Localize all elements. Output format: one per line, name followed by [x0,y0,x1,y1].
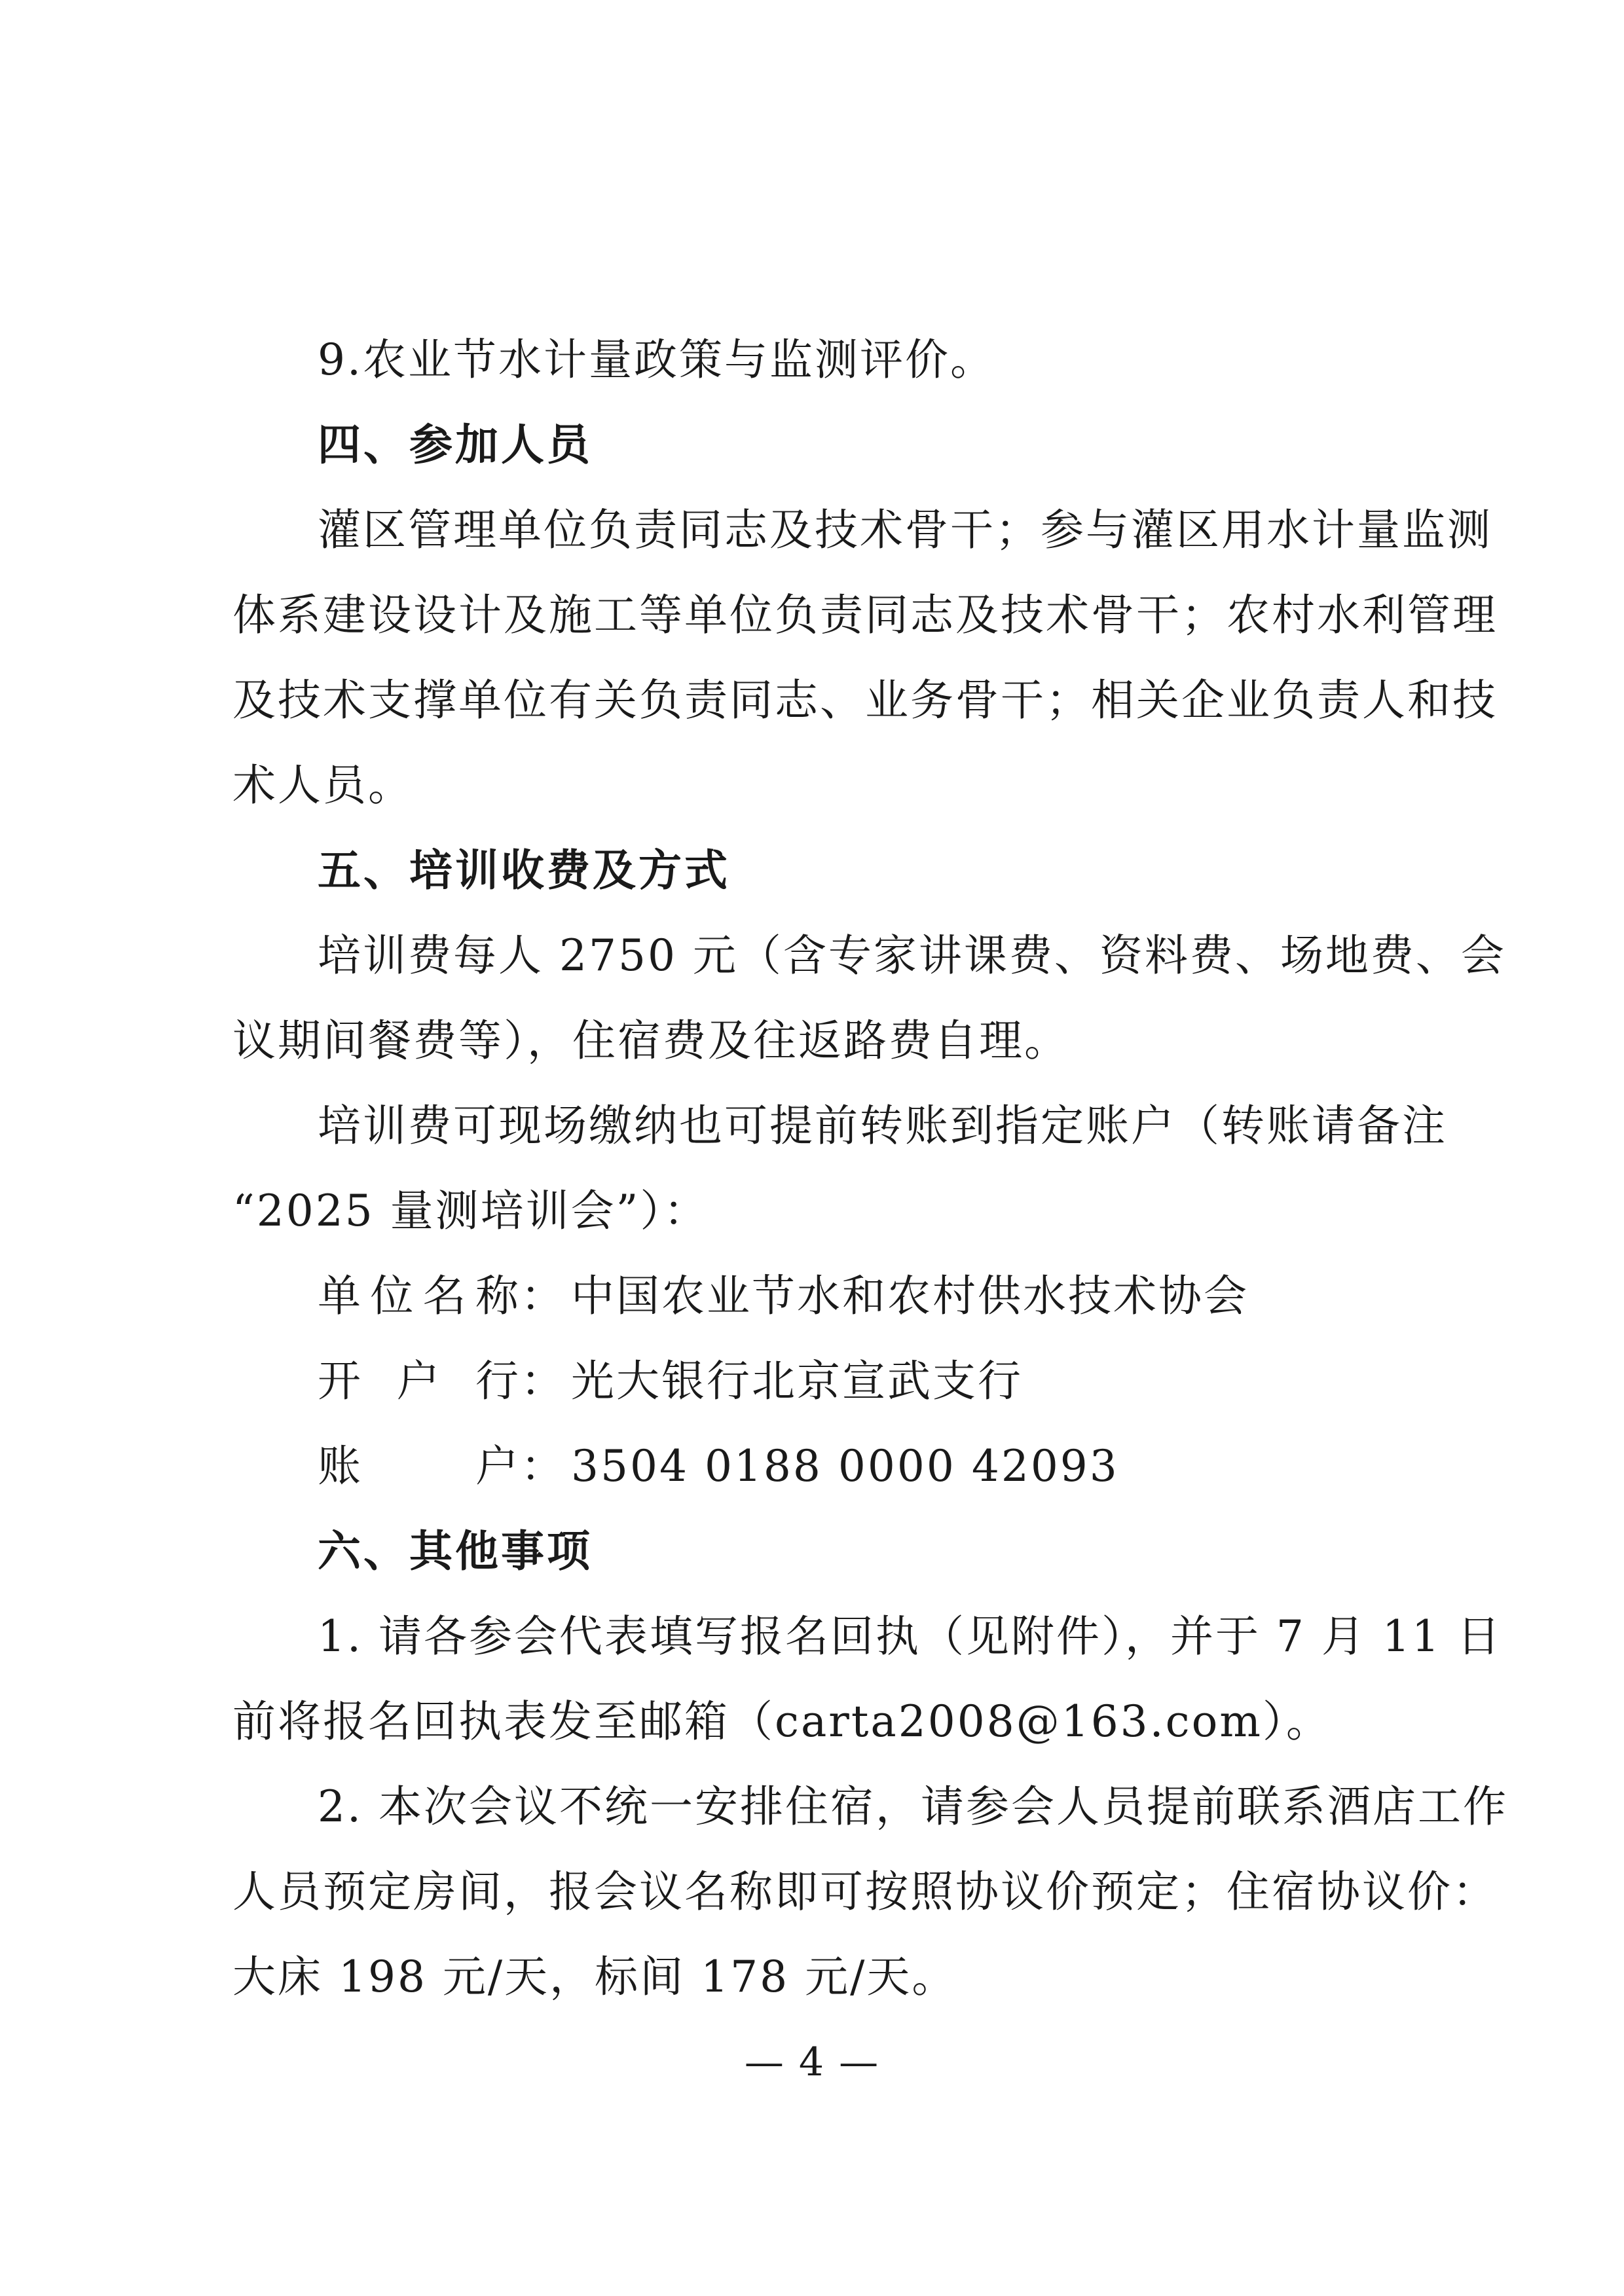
account-number-row [318,1437,1437,1496]
account-bank-label: 开户行 [318,1356,521,1406]
participants-text-line-1: 灌区管理单位负责同志及技术骨干；参与灌区用水计量监测 [318,505,1492,555]
other-item-1-line-1: 1. 请各参会代表填写报名回执（见附件），并于 7 月 11 日 [318,1611,1502,1662]
fee-text-line-2: 议期间餐费等），住宿费及往返路费自理。 [232,1015,1069,1066]
participants-text-line-3: 及技术支撑单位有关负责同志、业务骨干；相关企业负责人和技 [232,675,1498,725]
transfer-text-line-1: 培训费可现场缴纳也可提前转账到指定账户（转账请备注 [318,1101,1447,1151]
account-number-label: 账户 [318,1441,521,1491]
other-item-2-line-2: 人员预定房间，报会议名称即可按照协议价预定；住宿协议价： [232,1867,1498,1917]
list-item-9: 9.农业节水计量政策与监测评价。 [318,335,995,385]
account-number-colon: ： [521,1441,566,1491]
page-number: — 4 — [744,2039,880,2085]
other-item-1-line-2: 前将报名回执表发至邮箱（carta2008@163.com）。 [232,1696,1331,1747]
account-number-value: 3504 0188 0000 42093 [571,1441,1119,1491]
section-heading-other: 六、其他事项 [318,1526,593,1576]
other-item-2-line-3: 大床 198 元/天，标间 178 元/天。 [232,1952,957,2002]
account-bank-row [318,1352,1437,1411]
section-heading-fees: 五、培训收费及方式 [318,845,730,896]
transfer-text-line-2: “2025 量测培训会”）： [232,1186,709,1236]
section-heading-participants: 四、参加人员 [318,420,593,470]
participants-text-line-2: 体系建设设计及施工等单位负责同志及技术骨干；农村水利管理 [232,590,1498,640]
participants-text-line-4: 术人员。 [232,760,413,811]
other-item-2-line-1: 2. 本次会议不统一安排住宿，请参会人员提前联系酒店工作 [318,1781,1508,1832]
fee-text-line-1: 培训费每人 2750 元（含专家讲课费、资料费、场地费、会 [318,930,1506,981]
account-unit-value: 中国农业节水和农村供水技术协会 [571,1271,1249,1321]
account-unit-label: 单位名称 [318,1271,521,1321]
account-unit-colon: ： [521,1271,566,1321]
account-bank-colon: ： [521,1356,566,1406]
account-unit-row [318,1267,1437,1326]
account-bank-value: 光大银行北京宣武支行 [571,1356,1023,1406]
